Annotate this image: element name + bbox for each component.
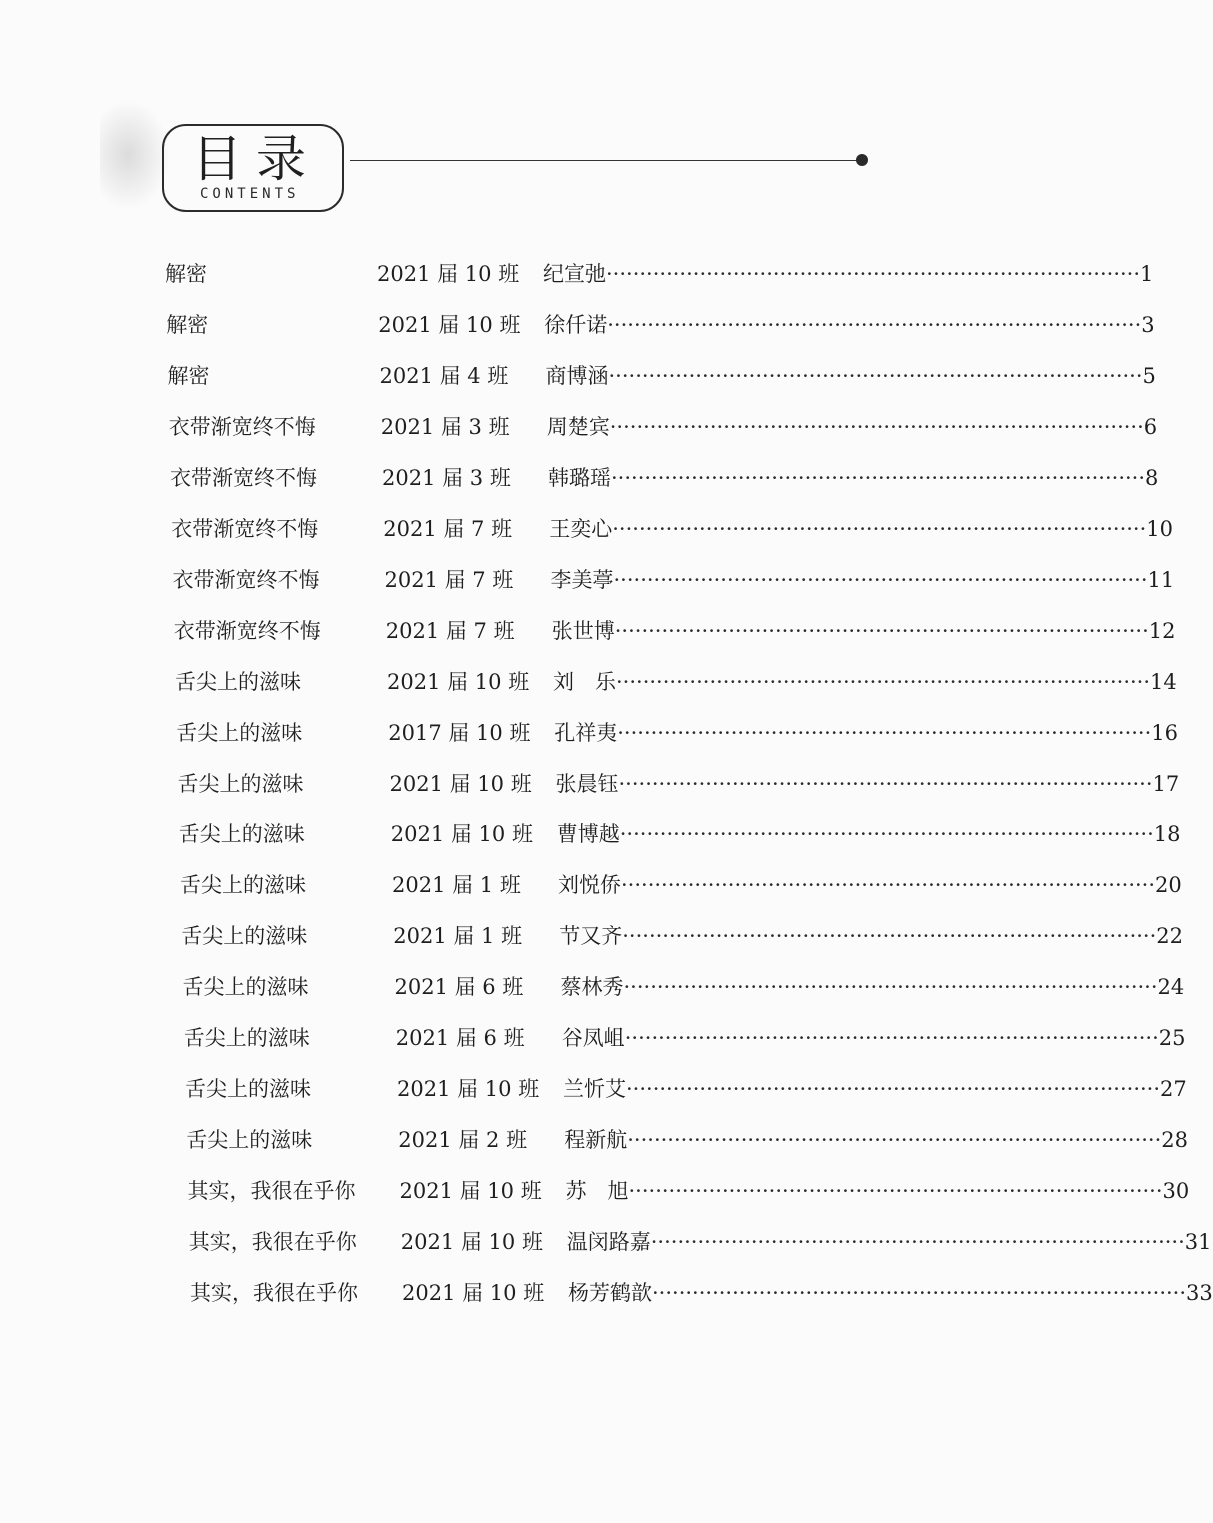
toc-entry-class: 2021 届 1 班 — [392, 873, 521, 898]
toc-entry-page: 3 — [1141, 312, 1155, 337]
toc-entry-class: 2021 届 10 班 — [377, 262, 520, 286]
toc-entry-author: 曹博越 — [556, 822, 620, 847]
toc-entry-title: 解密 — [165, 262, 207, 286]
toc-entry-author: 韩璐瑶 — [548, 465, 611, 490]
toc-entry-title: 舌尖上的滋味 — [177, 771, 304, 796]
toc-entry[interactable] — [181, 916, 1184, 956]
toc-entry-title: 舌尖上的滋味 — [185, 1077, 311, 1102]
dot-leader: ················································································ — [652, 1281, 1187, 1305]
toc-entry[interactable] — [176, 713, 1179, 753]
toc-entry-page: 33 — [1186, 1281, 1213, 1305]
toc-entry-author: 节又齐 — [559, 924, 623, 949]
toc-entry-class: 2021 届 4 班 — [379, 363, 509, 388]
dot-leader: ················································································ — [626, 1077, 1161, 1102]
toc-entry[interactable] — [190, 1273, 1213, 1313]
toc-entry-author: 刘 乐 — [553, 669, 616, 694]
header-rule — [350, 160, 858, 161]
toc-entry-author: 李美葶 — [550, 567, 614, 592]
toc-entry[interactable] — [180, 865, 1182, 905]
toc-entry-title: 舌尖上的滋味 — [178, 822, 305, 847]
toc-entry[interactable] — [168, 407, 1158, 447]
dot-leader: ················································································ — [622, 924, 1157, 949]
toc-entry[interactable] — [188, 1222, 1212, 1262]
toc-entry[interactable] — [186, 1120, 1189, 1160]
dot-leader: ················································································ — [621, 873, 1156, 898]
toc-entry-class: 2021 届 10 班 — [378, 312, 521, 337]
toc-entry-page: 27 — [1160, 1077, 1187, 1102]
contents-title: 目录 — [192, 130, 320, 188]
toc-entry-author: 刘悦侨 — [558, 873, 621, 898]
toc-entry-class: 2021 届 7 班 — [383, 516, 513, 541]
toc-entry-page: 25 — [1158, 1026, 1186, 1051]
toc-entry-title: 衣带渐宽终不悔 — [170, 465, 317, 490]
dot-leader: ················································································ — [618, 771, 1153, 796]
dot-leader: ················································································ — [617, 720, 1152, 745]
toc-entry-title: 舌尖上的滋味 — [181, 924, 308, 949]
contents-badge — [162, 124, 344, 212]
toc-entry[interactable] — [185, 1069, 1187, 1109]
dot-leader: ················································································ — [613, 567, 1148, 592]
toc-entry[interactable] — [166, 305, 1155, 345]
toc-entry-author: 温闵路嘉 — [566, 1230, 651, 1255]
toc-entry-title: 舌尖上的滋味 — [186, 1128, 313, 1153]
dot-leader: ················································································ — [609, 414, 1144, 439]
dot-leader: ················································································ — [608, 363, 1143, 388]
toc-entry-author: 苏 旭 — [565, 1179, 629, 1204]
toc-entry-title: 衣带渐宽终不悔 — [171, 516, 319, 541]
toc-entry-author: 商博涵 — [545, 363, 609, 388]
toc-entry-page: 6 — [1143, 414, 1158, 439]
toc-entry[interactable] — [165, 254, 1154, 294]
toc-entry-page: 5 — [1142, 363, 1156, 388]
toc-entry-class: 2021 届 3 班 — [382, 465, 511, 490]
toc-entry-page: 1 — [1140, 262, 1154, 286]
toc-entry[interactable] — [187, 1171, 1190, 1211]
toc-entry-title: 舌尖上的滋味 — [180, 873, 306, 898]
toc-entry-class: 2017 届 10 班 — [388, 720, 531, 745]
toc-entry[interactable] — [182, 967, 1185, 1007]
toc-entry[interactable] — [177, 764, 1180, 804]
dot-leader: ················································································ — [628, 1179, 1163, 1204]
toc-entry-page: 30 — [1162, 1179, 1190, 1204]
toc-entry[interactable] — [175, 662, 1177, 702]
toc-entry-title: 衣带渐宽终不悔 — [168, 414, 316, 439]
toc-entry-title: 舌尖上的滋味 — [182, 975, 309, 1000]
scan-smudge — [100, 100, 170, 210]
toc-entry-author: 程新航 — [564, 1128, 628, 1153]
toc-entry-title: 衣带渐宽终不悔 — [173, 618, 321, 643]
toc-entry-page: 10 — [1146, 516, 1174, 541]
toc-entry-page: 24 — [1157, 975, 1185, 1000]
dot-leader: ················································································ — [619, 822, 1154, 847]
toc-entry-title: 衣带渐宽终不悔 — [172, 567, 320, 592]
header-dot-ornament — [856, 154, 868, 166]
toc-entry-class: 2021 届 6 班 — [395, 1026, 525, 1051]
toc-entry-author: 孔祥夷 — [554, 720, 618, 745]
toc-entry-page: 22 — [1156, 924, 1184, 949]
toc-entry-class: 2021 届 7 班 — [385, 618, 515, 643]
toc-entry-page: 12 — [1148, 618, 1176, 643]
dot-leader: ················································································ — [611, 465, 1146, 490]
toc-entry-author: 谷凤岨 — [561, 1026, 625, 1051]
toc-entry-class: 2021 届 10 班 — [399, 1179, 542, 1204]
toc-entry-class: 2021 届 6 班 — [394, 975, 524, 1000]
toc-entry-page: 18 — [1153, 822, 1181, 847]
dot-leader: ················································································ — [606, 262, 1141, 286]
toc-entry[interactable] — [178, 814, 1181, 854]
dot-leader: ················································································ — [627, 1128, 1162, 1153]
toc-entry-author: 兰忻艾 — [563, 1077, 626, 1102]
toc-entry-author: 蔡林秀 — [560, 975, 624, 1000]
toc-entry[interactable] — [173, 611, 1176, 651]
toc-entry-title: 舌尖上的滋味 — [183, 1026, 310, 1051]
toc-entry-title: 舌尖上的滋味 — [175, 669, 301, 694]
toc-entry-page: 31 — [1184, 1230, 1212, 1255]
dot-leader: ················································································ — [612, 516, 1147, 541]
toc-entry-title: 其实，我很在乎你 — [190, 1281, 358, 1305]
toc-entry-title: 解密 — [166, 312, 209, 337]
toc-entry[interactable] — [167, 356, 1156, 396]
toc-entry-class: 2021 届 10 班 — [387, 669, 530, 694]
toc-entry-page: 14 — [1150, 669, 1177, 694]
toc-entry-page: 8 — [1145, 465, 1159, 490]
toc-entry-class: 2021 届 3 班 — [380, 414, 510, 439]
toc-entry-title: 舌尖上的滋味 — [176, 720, 303, 745]
toc-entry-title: 解密 — [167, 363, 210, 388]
dot-leader: ················································································ — [607, 312, 1142, 337]
toc-entry-page: 11 — [1147, 567, 1175, 592]
toc-entry-author: 杨芳鹤歆 — [568, 1281, 652, 1305]
toc-entry-class: 2021 届 1 班 — [393, 924, 523, 949]
toc-entry-page: 17 — [1152, 771, 1180, 796]
toc-entry-class: 2021 届 2 班 — [398, 1128, 528, 1153]
toc-entry-class: 2021 届 10 班 — [397, 1077, 540, 1102]
toc-entry-page: 28 — [1161, 1128, 1189, 1153]
toc-entry[interactable] — [183, 1018, 1186, 1058]
toc-entry-title: 其实，我很在乎你 — [188, 1230, 357, 1255]
toc-entry-class: 2021 届 10 班 — [389, 771, 532, 796]
toc-entry[interactable] — [170, 458, 1159, 498]
toc-entry-class: 2021 届 7 班 — [384, 567, 514, 592]
toc-entry[interactable] — [172, 560, 1175, 600]
toc-entry-author: 徐仟诺 — [544, 312, 608, 337]
toc-entry-title: 其实，我很在乎你 — [187, 1179, 356, 1204]
toc-entry-page: 16 — [1151, 720, 1179, 745]
toc-entry[interactable] — [171, 509, 1174, 549]
dot-leader: ················································································ — [623, 975, 1158, 1000]
toc-entry-author: 张世博 — [551, 618, 615, 643]
toc-entry-class: 2021 届 10 班 — [402, 1281, 545, 1305]
toc-entry-author: 张晨钰 — [555, 771, 619, 796]
toc-entry-class: 2021 届 10 班 — [400, 1230, 543, 1255]
dot-leader: ················································································ — [614, 618, 1149, 643]
toc-entry-author: 纪宣弛 — [543, 262, 606, 286]
dot-leader: ················································································ — [650, 1230, 1185, 1255]
dot-leader: ················································································ — [624, 1026, 1159, 1051]
contents-subtitle: CONTENTS — [200, 186, 300, 202]
toc-entry-page: 20 — [1155, 873, 1182, 898]
toc-entry-author: 王奕心 — [549, 516, 613, 541]
toc-entry-author: 周楚宾 — [546, 414, 610, 439]
toc-entry-class: 2021 届 10 班 — [390, 822, 533, 847]
dot-leader: ················································································ — [616, 669, 1151, 694]
